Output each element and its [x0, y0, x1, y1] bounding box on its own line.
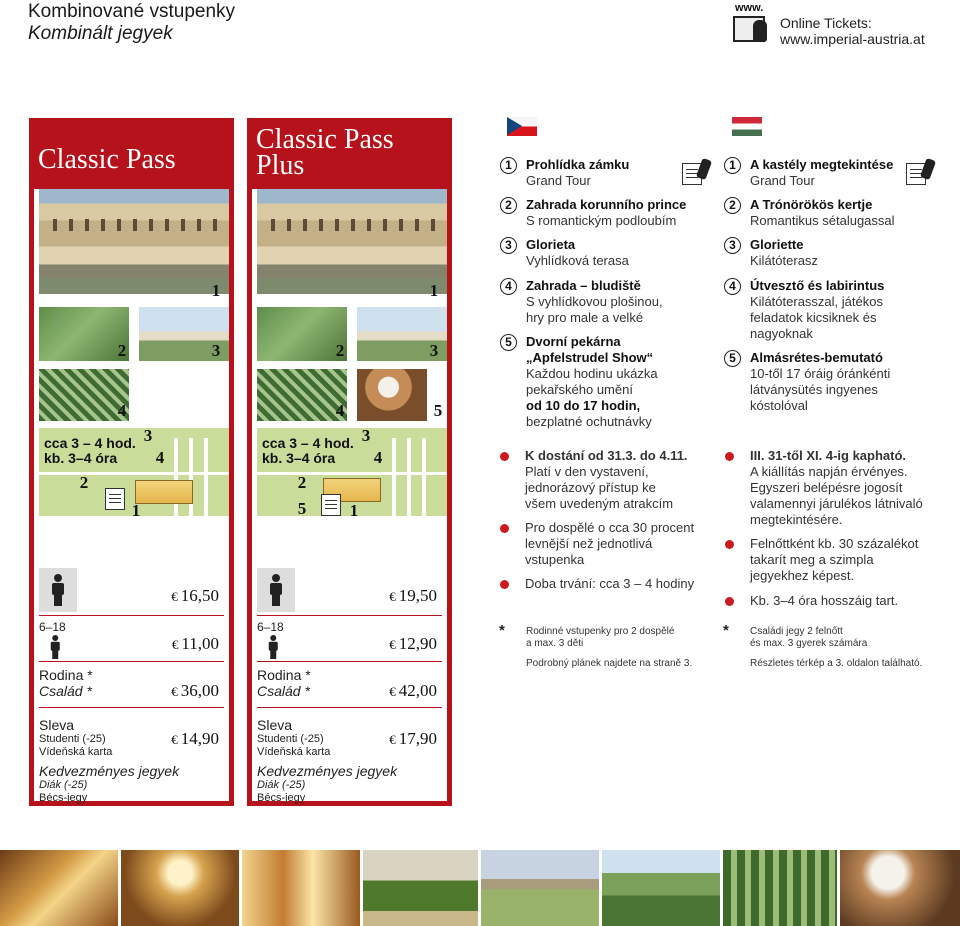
- cz-item-5: 5 Dvorní pekárna „Apfelstrudel Show“ Každou hodinu ukázka pekařského umění od 10 do 17 hodin, bezplatné ochutnávky: [526, 334, 658, 430]
- reduced-vienna-card: Vídeňská karta: [39, 746, 113, 758]
- baker-strip-photo: [840, 850, 960, 926]
- online-tickets-label: Online Tickets:: [780, 15, 872, 31]
- header-title-cz: Kombinované vstupenky: [28, 1, 236, 22]
- cz-bullet-1: K dostání od 31.3. do 4.11. Platí v den vystavení, jednorázový přístup ke všem uvedeným atrakcím: [525, 448, 688, 512]
- number-4: 4: [112, 401, 132, 421]
- map-number-3: 3: [356, 426, 376, 446]
- golden-room-photo: [242, 850, 360, 926]
- cz-item-3: 3 Glorieta Vyhlídková terasa: [526, 237, 629, 269]
- child-icon: [50, 635, 61, 659]
- map-number-2: 2: [74, 473, 94, 493]
- great-gallery-photo: [0, 850, 118, 926]
- number-2: 2: [112, 341, 132, 361]
- card-header: [34, 123, 229, 189]
- duration-hu: kb. 3–4 óra: [44, 450, 118, 466]
- number-5: 5: [428, 401, 448, 421]
- reduced-label: Sleva: [39, 717, 75, 733]
- family-label-hu: Család *: [257, 683, 310, 699]
- map-number-4: 4: [368, 448, 388, 468]
- hu-family-note: * Családi jegy 2 felnőtt és max. 3 gyerek számára: [723, 622, 868, 649]
- number-3: 3: [206, 341, 226, 361]
- adult-icon: [257, 568, 295, 612]
- child-price: € 12,90: [389, 634, 437, 653]
- audio-guide-icon: [682, 159, 710, 187]
- reduced-price: € 17,90: [389, 729, 437, 748]
- hu-item-4: 4 Útvesztő és labirintus Kilátóterasszal, játékos feladatok kicsiknek és nagyoknak: [750, 278, 884, 342]
- child-icon: [268, 635, 279, 659]
- online-ticket-icon: [733, 2, 773, 44]
- family-label-cz: Rodina *: [39, 667, 93, 683]
- palace-photo: [257, 189, 447, 294]
- adult-price: € 16,50: [171, 586, 219, 605]
- hu-map-note: Részletes térkép a 3. oldalon található.: [750, 658, 923, 669]
- family-label-hu: Család *: [39, 683, 92, 699]
- duration-cz: cca 3 – 4 hod.: [44, 435, 136, 451]
- card-title-line1: Classic Pass: [256, 124, 394, 155]
- gloriette-view-photo: [481, 850, 599, 926]
- hu-bullet-2: Felnőttként kb. 30 százalékot takarít meg a szimpla jegyekhez képest.: [750, 536, 918, 584]
- reduced-vienna-card: Vídeňská karta: [257, 746, 331, 758]
- map-number-2: 2: [292, 473, 312, 493]
- online-tickets-link[interactable]: www.imperial-austria.at: [780, 31, 925, 47]
- reduced-label: Sleva: [257, 717, 293, 733]
- hu-reduced-vienna-card: Bécs-jegy: [39, 792, 88, 804]
- hu-bullet-1: III. 31-től XI. 4-ig kapható. A kiállítás napján érvényes. Egyszeri belépésre jogosít valamennyi járulékos látnivaló megtekintésére.: [750, 448, 923, 528]
- cz-bullet-2: Pro dospělé o cca 30 procent levnější než jednotlivá vstupenka: [525, 520, 694, 568]
- map-number-4: 4: [150, 448, 170, 468]
- bakery-photo: [357, 369, 427, 421]
- child-price: € 11,00: [171, 634, 219, 653]
- number-1: 1: [424, 281, 444, 301]
- hu-reduced-student: Diák (-25): [257, 779, 306, 791]
- hu-reduced-student: Diák (-25): [39, 779, 88, 791]
- www-label: www.: [735, 2, 764, 14]
- number-1: 1: [206, 281, 226, 301]
- palace-photo: [39, 189, 229, 294]
- hungarian-flag-icon: [732, 117, 762, 136]
- classic-pass-card: [29, 118, 234, 806]
- child-age-label: 6–18: [257, 620, 284, 634]
- header-title-hu: Kombinált jegyek: [28, 23, 173, 44]
- duration-cz: cca 3 – 4 hod.: [262, 435, 354, 451]
- number-3: 3: [424, 341, 444, 361]
- family-price: € 42,00: [389, 681, 437, 700]
- cz-item-1: 1 Prohlídka zámku Grand Tour: [526, 157, 629, 189]
- number-4: 4: [330, 401, 350, 421]
- map-number-1: 1: [126, 501, 146, 521]
- child-age-label: 6–18: [39, 620, 66, 634]
- hu-item-3: 3 Gloriette Kilátóterasz: [750, 237, 818, 269]
- hu-item-2: 2 A Trónörökös kertje Romantikus sétalugassal: [750, 197, 895, 229]
- hu-reduced-label: Kedvezményes jegyek: [39, 763, 180, 779]
- hu-item-5: 5 Almásrétes-bemutató 10-től 17 óráig óránkénti látványsütés ingyenes kóstolóval: [750, 350, 890, 414]
- hu-bullet-3: Kb. 3–4 óra hosszáig tart.: [750, 593, 898, 609]
- map-number-1: 1: [344, 501, 364, 521]
- card-title-line2: Plus: [256, 150, 305, 181]
- cz-map-note: Podrobný plánek najdete na straně 3.: [526, 658, 693, 669]
- hu-reduced-label: Kedvezményes jegyek: [257, 763, 398, 779]
- reduced-students: Studenti (-25): [39, 733, 106, 745]
- maze-strip-photo: [723, 850, 837, 926]
- hu-item-1: 1 A kastély megtekintése Grand Tour: [750, 157, 893, 189]
- map-number-5: 5: [292, 499, 312, 519]
- garden-view-photo: [602, 850, 720, 926]
- reduced-students: Studenti (-25): [257, 733, 324, 745]
- card-header: [252, 123, 447, 189]
- cz-family-note: * Rodinné vstupenky pro 2 dospělé a max. 3 děti: [499, 622, 675, 649]
- hu-reduced-vienna-card: Bécs-jegy: [257, 792, 306, 804]
- map-number-3: 3: [138, 426, 158, 446]
- reduced-price: € 14,90: [171, 729, 219, 748]
- classic-pass-plus-card: [247, 118, 452, 806]
- card-title: Classic Pass: [38, 144, 176, 175]
- chandelier-hall-photo: [121, 850, 239, 926]
- duration-hu: kb. 3–4 óra: [262, 450, 336, 466]
- number-2: 2: [330, 341, 350, 361]
- cz-item-2: 2 Zahrada korunního prince S romantickým podloubím: [526, 197, 686, 229]
- christmas-market-photo: [363, 850, 478, 926]
- adult-price: € 19,50: [389, 586, 437, 605]
- adult-icon: [39, 568, 77, 612]
- family-label-cz: Rodina *: [257, 667, 311, 683]
- cz-bullet-3: Doba trvání: cca 3 – 4 hodiny: [525, 576, 694, 592]
- cz-item-4: 4 Zahrada – bludiště S vyhlídkovou plošinou, hry pro male a velké: [526, 278, 663, 326]
- czech-flag-icon: [507, 117, 537, 136]
- audio-guide-icon: [906, 159, 934, 187]
- family-price: € 36,00: [171, 681, 219, 700]
